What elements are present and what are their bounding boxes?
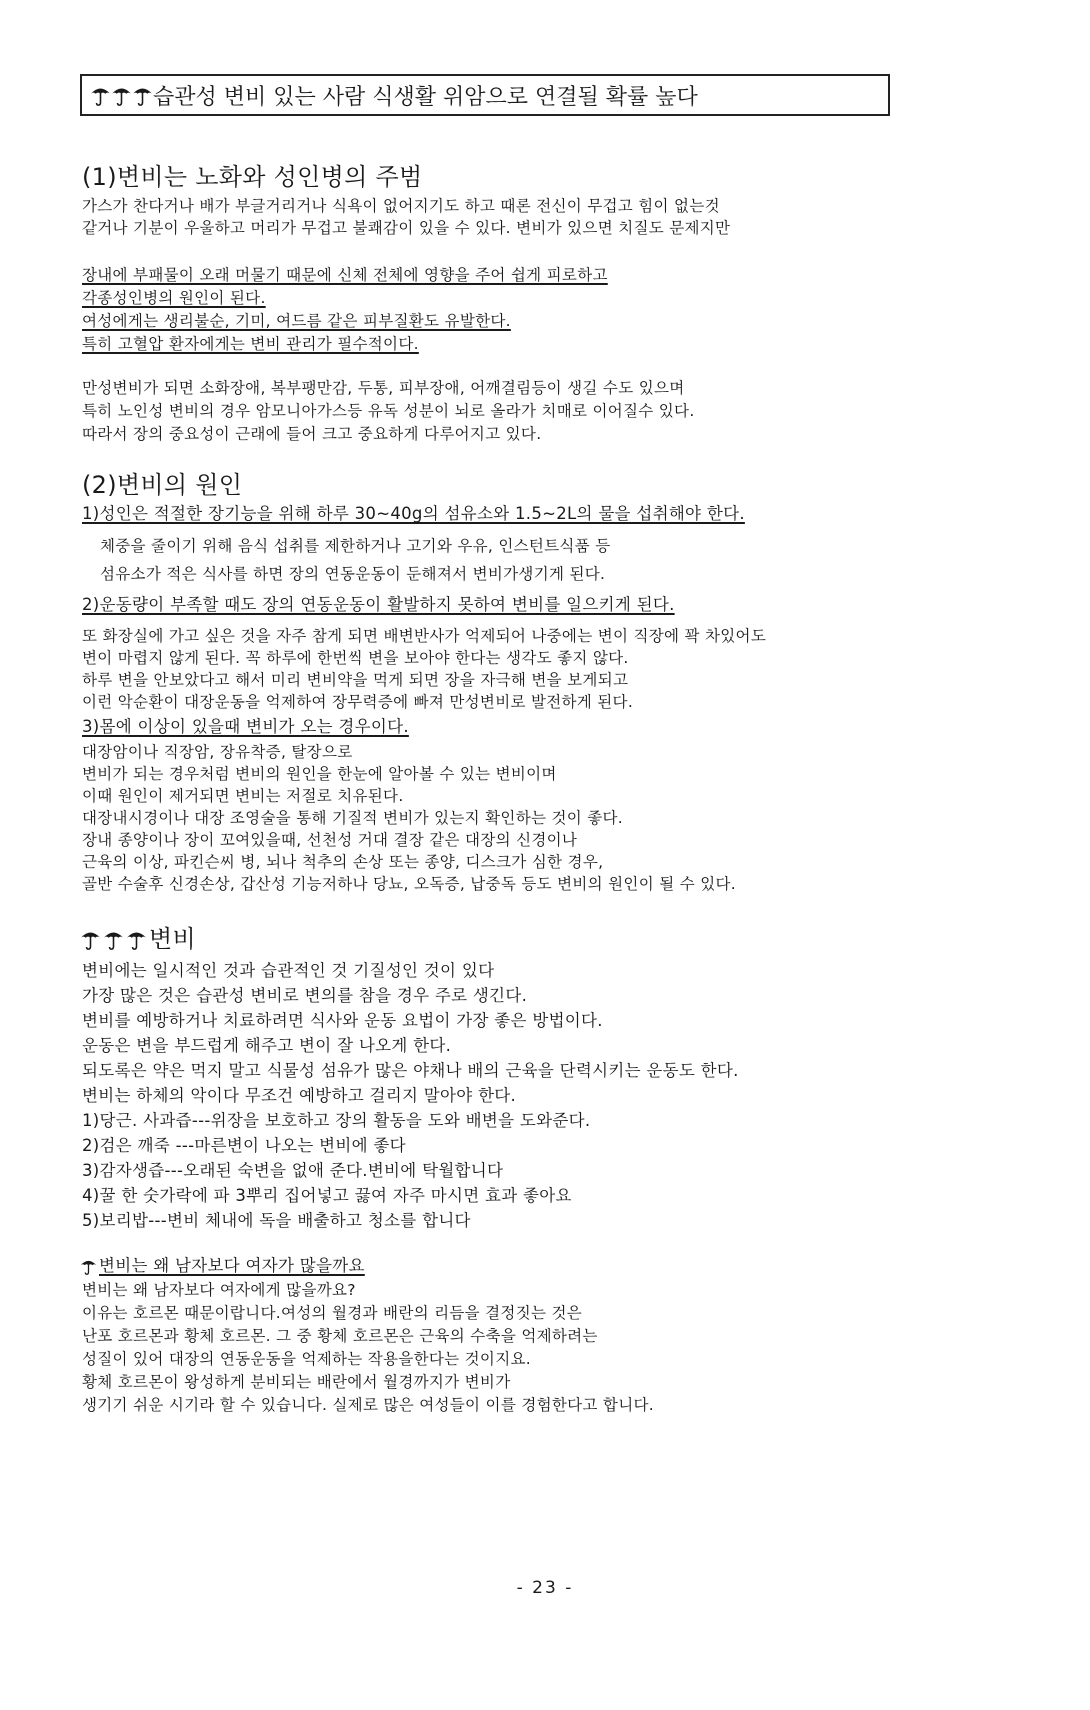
umbrella-icon bbox=[80, 1257, 97, 1276]
paragraph-line: 체중을 줄이기 위해 음식 섭취를 제한하거나 고기와 우유, 인스턴트식품 등 bbox=[100, 537, 611, 555]
paragraph-line: 골반 수술후 신경손상, 갑산성 기능저하나 당뇨, 오독증, 납중독 등도 변비의 원인이 될 수 있다. bbox=[82, 875, 736, 893]
paragraph-line: 섬유소가 적은 식사를 하면 장의 연동운동이 둔해져서 변비가생기게 된다. bbox=[100, 565, 606, 583]
paragraph-line: 변비를 예방하거나 치료하려면 식사와 운동 요법이 가장 좋은 방법이다. bbox=[82, 1011, 603, 1030]
paragraph-line: 황체 호르몬이 왕성하게 분비되는 배란에서 월경까지가 변비가 bbox=[82, 1373, 511, 1391]
paragraph-line: 같거나 기분이 우울하고 머리가 무겁고 불쾌감이 있을 수 있다. 변비가 있으면 치질도 문제지만 bbox=[82, 219, 731, 237]
underlined-line: 각종성인병의 원인이 된다. bbox=[82, 289, 266, 307]
section-3-heading bbox=[80, 924, 196, 954]
paragraph-line: 성질이 있어 대장의 연동운동을 억제하는 작용을한다는 것이지요. bbox=[82, 1350, 531, 1368]
paragraph-line: 난포 호르몬과 황체 호르몬. 그 중 황체 호르몬은 근육의 수축을 억제하려는 bbox=[82, 1327, 598, 1345]
paragraph-line: 만성변비가 되면 소화장애, 복부팽만감, 두통, 피부장애, 어깨결림등이 생길 수도 있으며 bbox=[82, 379, 685, 397]
umbrella-icon bbox=[80, 928, 101, 951]
remedy-item: 5)보리밥---변비 체내에 독을 배출하고 청소를 합니다 bbox=[82, 1211, 471, 1230]
paragraph-line: 변비가 되는 경우처럼 변비의 원인을 한눈에 알아볼 수 있는 변비이며 bbox=[82, 765, 557, 783]
page-number: - 23 - bbox=[516, 1578, 574, 1598]
paragraph-line: 하루 변을 안보았다고 해서 미리 변비약을 먹게 되면 장을 자극해 변을 보게되고 bbox=[82, 671, 629, 689]
underlined-line: 장내에 부패물이 오래 머물기 때문에 신체 전체에 영향을 주어 쉽게 피로하고 bbox=[82, 266, 608, 284]
paragraph-line: 생기기 쉬운 시기라 할 수 있습니다. 실제로 많은 여성들이 이를 경험한다고 합니다. bbox=[82, 1396, 654, 1414]
section-3-heading-text: 변비 bbox=[149, 925, 196, 953]
remedy-item: 1)당근. 사과즙---위장을 보호하고 장의 활동을 도와 배변을 도와준다. bbox=[82, 1111, 591, 1130]
paragraph-line: 변비는 왜 남자보다 여자에게 많을까요? bbox=[82, 1281, 356, 1299]
paragraph-line: 근육의 이상, 파킨슨씨 병, 뇌나 척추의 손상 또는 종양, 디스크가 심한 경우, bbox=[82, 853, 604, 871]
paragraph-line: 변비에는 일시적인 것과 습관적인 것 기질성인 것이 있다 bbox=[82, 961, 495, 980]
paragraph-line: 이때 원인이 제거되면 변비는 저절로 치유된다. bbox=[82, 787, 404, 805]
paragraph-line: 특히 노인성 변비의 경우 암모니아가스등 유독 성분이 뇌로 올라가 치매로 이어질수 있다. bbox=[82, 402, 695, 420]
title-box bbox=[80, 74, 890, 116]
remedy-item: 2)검은 깨죽 ---마른변이 나오는 변비에 좋다 bbox=[82, 1136, 406, 1155]
paragraph-line: 따라서 장의 중요성이 근래에 들어 크고 중요하게 다루어지고 있다. bbox=[82, 425, 542, 443]
umbrella-icon bbox=[132, 84, 153, 107]
cause-1-title: 1)성인은 적절한 장기능을 위해 하루 30~40g의 섬유소와 1.5~2L의 물을 섭취해야 한다. bbox=[82, 504, 745, 523]
umbrella-icon bbox=[126, 928, 147, 951]
underlined-line: 특히 고혈압 환자에게는 변비 관리가 필수적이다. bbox=[82, 335, 419, 353]
paragraph-line: 가장 많은 것은 습관성 변비로 변의를 참을 경우 주로 생긴다. bbox=[82, 986, 528, 1005]
umbrella-icon bbox=[111, 84, 132, 107]
paragraph-line: 또 화장실에 가고 싶은 것을 자주 참게 되면 배변반사가 억제되어 나중에는 변이 직장에 꽉 차있어도 bbox=[82, 627, 767, 645]
remedy-item: 4)꿀 한 숫가락에 파 3뿌리 집어넣고 끓여 자주 마시면 효과 좋아요 bbox=[82, 1186, 572, 1205]
paragraph-line: 가스가 찬다거나 배가 부글거리거나 식욕이 없어지기도 하고 때론 전신이 무겁고 힘이 없는것 bbox=[82, 197, 720, 215]
section-1-heading: (1)변비는 노화와 성인병의 주범 bbox=[82, 163, 423, 191]
underlined-line: 여성에게는 생리불순, 기미, 여드름 같은 피부질환도 유발한다. bbox=[82, 312, 511, 330]
paragraph-line: 되도록은 약은 먹지 말고 식물성 섬유가 많은 야채나 배의 근육을 단력시키는 운동도 한다. bbox=[82, 1061, 739, 1080]
umbrella-icon bbox=[103, 928, 124, 951]
remedy-item: 3)감자생즙---오래된 숙변을 없애 준다.변비에 탁월합니다 bbox=[82, 1161, 504, 1180]
paragraph-line: 변이 마렵지 않게 된다. 꼭 하루에 한번씩 변을 보아야 한다는 생각도 좋지 않다. bbox=[82, 649, 629, 667]
paragraph-line: 이런 악순환이 대장운동을 억제하여 장무력증에 빠져 만성변비로 발전하게 된다. bbox=[82, 693, 634, 711]
cause-3-title: 3)몸에 이상이 있을때 변비가 오는 경우이다. bbox=[82, 717, 409, 736]
section-2-heading: (2)변비의 원인 bbox=[82, 471, 243, 499]
cause-2-title: 2)운동량이 부족할 때도 장의 연동운동이 활발하지 못하여 변비를 일으키게 된다. bbox=[82, 595, 675, 614]
umbrella-icon bbox=[90, 84, 111, 107]
paragraph-line: 이유는 호르몬 때문이랍니다.여성의 월경과 배란의 리듬을 결정짓는 것은 bbox=[82, 1304, 583, 1322]
paragraph-line: 장내 종양이나 장이 꼬여있을때, 선천성 거대 결장 같은 대장의 신경이나 bbox=[82, 831, 578, 849]
section-4-heading-text: 변비는 왜 남자보다 여자가 많을까요 bbox=[99, 1256, 365, 1275]
document-title: 습관성 변비 있는 사람 식생활 위암으로 연결될 확률 높다 bbox=[153, 84, 698, 110]
section-4-heading bbox=[80, 1255, 365, 1277]
paragraph-line: 대장암이나 직장암, 장유착증, 탈장으로 bbox=[82, 743, 353, 761]
paragraph-line: 운동은 변을 부드럽게 해주고 변이 잘 나오게 한다. bbox=[82, 1036, 452, 1055]
paragraph-line: 대장내시경이나 대장 조영술을 통해 기질적 변비가 있는지 확인하는 것이 좋다. bbox=[82, 809, 624, 827]
paragraph-line: 변비는 하체의 악이다 무조건 예방하고 걸리지 말아야 한다. bbox=[82, 1086, 517, 1105]
